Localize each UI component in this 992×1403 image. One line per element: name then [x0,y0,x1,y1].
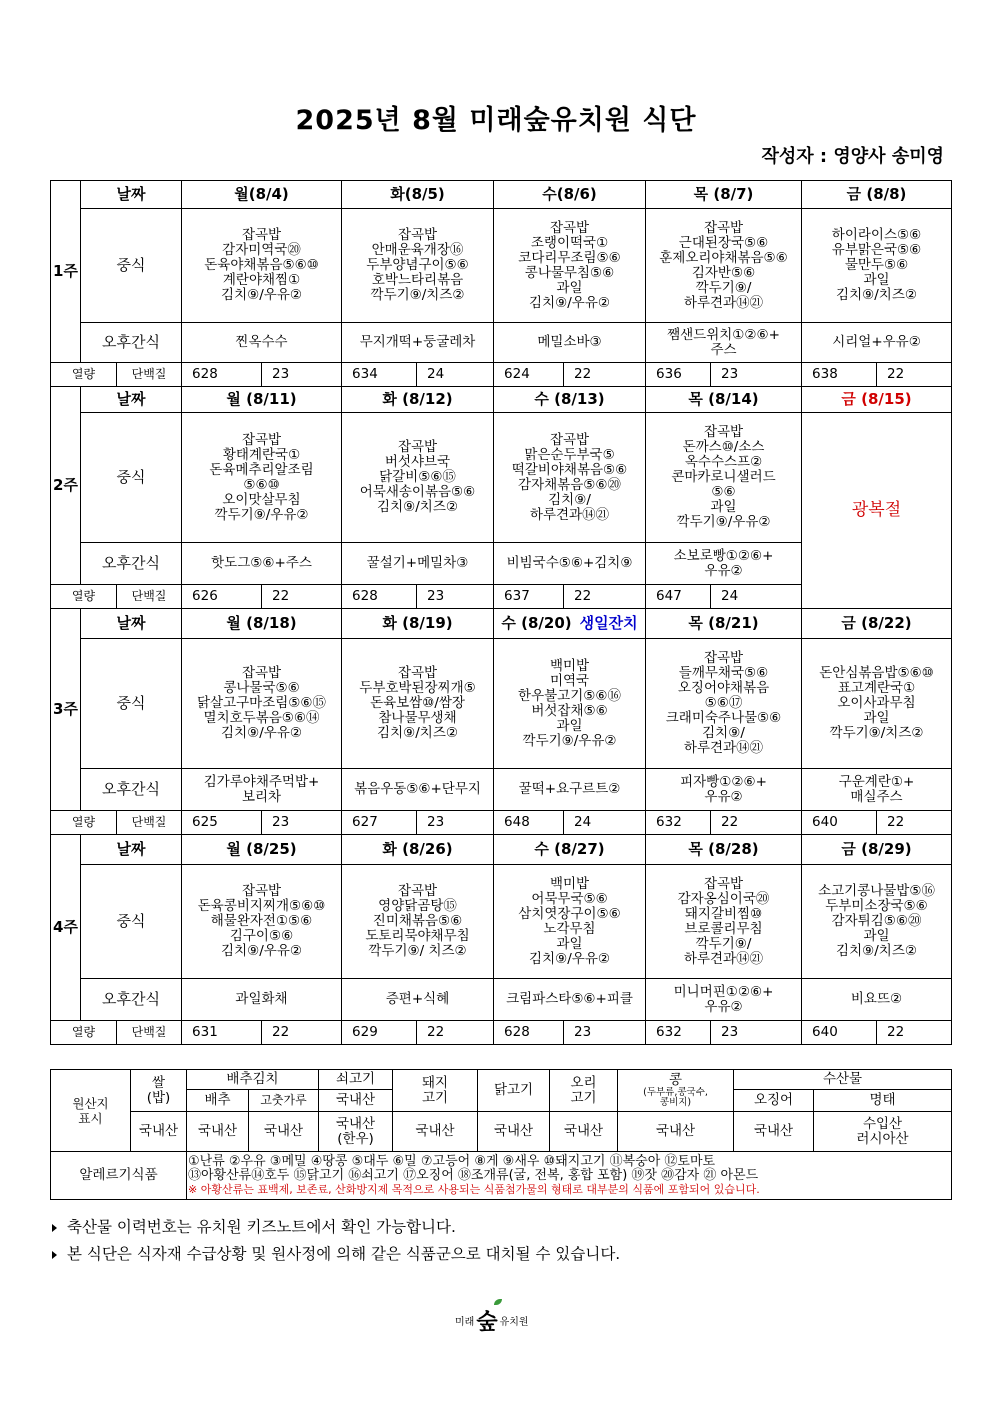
origin-cabbage-header: 배추 [187,1090,249,1112]
date-label: 날짜 [81,609,182,639]
snack-label: 오후간식 [81,543,182,585]
day-header [646,609,802,639]
snack-menu: 비빔국수⑤⑥+김치⑨ [494,543,646,585]
menu-table [50,180,952,1045]
page-title: 2025년 8월 미래숲유치원 식단 [295,105,697,136]
snack-menu: 볶음우동⑤⑥+단무지 [342,769,494,811]
protein-value: 23 [711,363,802,387]
snack-menu: 시리얼+우유② [802,323,952,363]
lunch-menu: 잡곡밥 돈까스⑩/소스 옥수수스프② 콘마카로니샐러드 ⑤⑥ 과일 깍두기⑨/우유② [646,413,802,543]
nutrition-row [51,1021,952,1045]
allergy-label: 알레르기식품 [51,1152,187,1200]
calories-value: 629 [342,1021,417,1045]
day-header [802,835,952,865]
calories-value: 628 [342,585,417,609]
lunch-label: 중식 [81,865,182,979]
snack-menu: 무지개떡+둥굴레차 [342,323,494,363]
week-header-row [51,835,952,865]
calories-label: 열량 [51,811,117,835]
day-label: 수 (8/13) [534,390,605,408]
notes [52,1214,620,1268]
lunch-row [51,413,952,543]
protein-value: 22 [417,1021,494,1045]
day-label: 수(8/6) [542,185,597,203]
day-label: 금 (8/8) [846,185,907,203]
snack-menu: 비요뜨② [802,979,952,1021]
protein-value: 23 [564,1021,646,1045]
note-item [52,1241,620,1268]
day-label: 금 (8/15) [841,390,912,408]
snack-menu: 메밀소바③ [494,323,646,363]
origin-soy-note: (두부류,콩국수, 콩비지) [643,1087,708,1108]
allergy-note: ※ 아황산류는 표백제, 보존료, 산화방지제 목적으로 사용되는 식품첨가물의 형태로 대부분의 식품에 포함되어 있습니다. [188,1182,760,1196]
lunch-label: 중식 [81,639,182,769]
protein-value: 23 [417,585,494,609]
logo-right-text: 유치원 [499,1317,529,1328]
origin-squid-value: 국내산 [734,1112,814,1152]
origin-cabbage-value: 국내산 [187,1112,249,1152]
calories-label: 열량 [51,585,117,609]
protein-label: 단백질 [117,1021,182,1045]
day-label: 월 (8/11) [226,390,297,408]
calories-label: 열량 [51,1021,117,1045]
protein-value: 22 [262,1021,342,1045]
calories-value: 647 [646,585,711,609]
lunch-menu: 하이라이스⑤⑥ 유부맑은국⑤⑥ 물만두⑤⑥ 과일 김치⑨/치즈② [802,209,952,323]
day-label: 월 (8/25) [226,840,297,858]
lunch-menu: 잡곡밥 안매운육개장⑯ 두부양념구이⑤⑥ 호박느타리볶음 깍두기⑨/치즈② [342,209,494,323]
origin-pepper-value: 국내산 [249,1112,319,1152]
lunch-row [51,865,952,979]
protein-value: 22 [877,811,952,835]
lunch-menu: 잡곡밥 근대된장국⑤⑥ 훈제오리야채볶음⑤⑥ 김자반⑤⑥ 깍두기⑨/ 하루견과⑭㉑ [646,209,802,323]
origin-rice-header: 쌀 (밥) [131,1070,187,1112]
day-label: 목 (8/14) [688,390,759,408]
day-label: 금 (8/22) [841,614,912,632]
date-label: 날짜 [81,181,182,209]
day-label: 금 (8/29) [841,840,912,858]
protein-value: 22 [711,811,802,835]
week-label: 1주 [51,181,81,363]
nutrition-row [51,363,952,387]
lunch-menu: 잡곡밥 조랭이떡국① 코다리무조림⑤⑥ 콩나물무침⑤⑥ 과일 김치⑨/우유② [494,209,646,323]
origin-table [50,1069,952,1200]
origin-seafood-header: 수산물 [734,1070,952,1090]
day-label: 화 (8/19) [382,614,453,632]
allergy-list [187,1152,952,1200]
calories-value: 637 [494,585,564,609]
lunch-menu: 백미밥 어묵무국⑤⑥ 삼치엿장구이⑤⑥ 노각무침 과일 김치⑨/우유② [494,865,646,979]
day-header [342,835,494,865]
snack-row [51,769,952,811]
day-header [802,387,952,413]
calories-value: 648 [494,811,564,835]
snack-row [51,979,952,1021]
lunch-menu: 백미밥 미역국 한우불고기⑤⑥⑯ 버섯잡채⑤⑥ 과일 깍두기⑨/우유② [494,639,646,769]
lunch-menu: 잡곡밥 콩나물국⑤⑥ 닭살고구마조림⑤⑥⑮ 멸치호두볶음⑤⑥⑭ 김치⑨/우유② [182,639,342,769]
calories-value: 631 [182,1021,262,1045]
calories-value: 627 [342,811,417,835]
logo-mark-text: 숲 [476,1310,498,1335]
day-header [646,387,802,413]
protein-value: 22 [564,585,646,609]
calories-value: 640 [802,1021,877,1045]
protein-label: 단백질 [117,811,182,835]
origin-kimchi-header: 배추김치 [187,1070,319,1090]
leaf-icon [494,1299,502,1305]
calories-value: 624 [494,363,564,387]
lunch-menu: 잡곡밥 황태계란국① 돈육메추리알조림 ⑤⑥⑩ 오이맛살무침 깍두기⑨/우유② [182,413,342,543]
calories-value: 628 [494,1021,564,1045]
origin-pollock-header: 명태 [814,1090,952,1112]
origin-soy-header [618,1070,734,1112]
day-header [182,181,342,209]
week-label: 4주 [51,835,81,1021]
origin-rice-value: 국내산 [131,1112,187,1152]
day-header [494,609,646,639]
snack-row [51,323,952,363]
protein-value: 23 [262,811,342,835]
calories-value: 634 [342,363,417,387]
calories-value: 636 [646,363,711,387]
day-label: 목 (8/28) [688,840,759,858]
origin-duck-value: 국내산 [550,1112,618,1152]
calories-value: 625 [182,811,262,835]
protein-value: 24 [417,363,494,387]
origin-chicken-value: 국내산 [478,1112,550,1152]
day-label: 목 (8/21) [688,614,759,632]
protein-value: 24 [564,811,646,835]
day-header [342,181,494,209]
day-header [494,835,646,865]
note-text: 축산물 이력번호는 유치원 키즈노트에서 확인 가능합니다. [67,1218,456,1236]
calories-value: 626 [182,585,262,609]
lunch-menu: 잡곡밥 맑은순두부국⑤ 떡갈비야채볶음⑤⑥ 감자채볶음⑤⑥⑳ 김치⑨/ 하루견과⑭㉑ [494,413,646,543]
snack-menu: 꿀설기+메밀차③ [342,543,494,585]
day-header [182,609,342,639]
origin-pollock-value: 수입산 러시아산 [814,1112,952,1152]
week-label: 3주 [51,609,81,811]
date-label: 날짜 [81,387,182,413]
origin-soy-value: 국내산 [618,1112,734,1152]
day-label: 수 (8/20) [501,614,572,632]
day-label: 화 (8/26) [382,840,453,858]
protein-value: 23 [417,811,494,835]
bullet-triangle-icon [52,1251,57,1259]
snack-menu: 증편+식혜 [342,979,494,1021]
lunch-menu: 잡곡밥 두부호박된장찌개⑤ 돈육보쌈⑩/쌈장 참나물무생채 김치⑨/치즈② [342,639,494,769]
snack-menu: 피자빵①②⑥+ 우유② [646,769,802,811]
protein-value: 22 [877,363,952,387]
origin-soy-label: 콩 [668,1072,683,1088]
week-header-row [51,609,952,639]
lunch-menu: 잡곡밥 감자옹심이국⑳ 돼지갈비찜⑩ 브로콜리무침 깍두기⑨/ 하루견과⑭㉑ [646,865,802,979]
day-label: 월 (8/18) [226,614,297,632]
note-text: 본 식단은 식자재 수급상황 및 원사정에 의해 같은 식품군으로 대치될 수 있습니다. [67,1245,621,1263]
protein-value: 24 [711,585,802,609]
allergy-line-1: ①난류 ②우유 ③메밀 ④땅콩 ⑤대두 ⑥밀 ⑦고등어 ⑧게 ⑨새우 ⑩돼지고기 ⑪복숭아 ⑫토마토 [188,1153,716,1169]
day-header [802,609,952,639]
logo-mark [476,1305,497,1336]
protein-value: 22 [877,1021,952,1045]
author: 작성자 : 영양사 송미영 [761,146,944,167]
snack-menu: 소보로빵①②⑥+ 우유② [646,543,802,585]
day-label: 목 (8/7) [693,185,754,203]
origin-beef-value: 국내산 (한우) [319,1112,393,1152]
protein-label: 단백질 [117,585,182,609]
day-label: 화(8/5) [390,185,445,203]
lunch-label: 중식 [81,413,182,543]
lunch-menu: 잡곡밥 들깨무채국⑤⑥ 오징어야채볶음 ⑤⑥⑰ 크래미숙주나물⑤⑥ 김치⑨/ 하루견과⑭㉑ [646,639,802,769]
calories-value: 632 [646,1021,711,1045]
day-header [494,181,646,209]
week-header-row [51,181,952,209]
snack-menu: 크림파스타⑤⑥+피클 [494,979,646,1021]
lunch-menu: 잡곡밥 영양닭곰탕⑮ 진미채볶음⑤⑥ 도토리묵야채무침 깍두기⑨/ 치즈② [342,865,494,979]
date-label: 날짜 [81,835,182,865]
protein-value: 23 [262,363,342,387]
lunch-menu: 잡곡밥 돈육콩비지찌개⑤⑥⑩ 해물완자전①⑤⑥ 김구이⑤⑥ 김치⑨/우유② [182,865,342,979]
origin-pork-value: 국내산 [393,1112,478,1152]
kindergarten-logo [455,1305,529,1336]
lunch-row [51,639,952,769]
origin-chicken-header: 닭고기 [478,1070,550,1112]
protein-value: 22 [564,363,646,387]
snack-menu: 구운계란①+ 매실주스 [802,769,952,811]
note-item [52,1214,620,1241]
day-header [802,181,952,209]
origin-beef-header: 쇠고기 [319,1070,393,1090]
protein-label: 단백질 [117,363,182,387]
day-header [646,835,802,865]
lunch-row [51,209,952,323]
bullet-triangle-icon [52,1224,57,1232]
day-header [182,387,342,413]
origin-duck-header: 오리 고기 [550,1070,618,1112]
nutrition-row [51,811,952,835]
lunch-menu: 돈안심볶음밥⑤⑥⑩ 표고계란국① 오이사과무침 과일 깍두기⑨/치즈② [802,639,952,769]
calories-value: 640 [802,811,877,835]
origin-label: 원산지 표시 [51,1070,131,1152]
lunch-menu: 소고기콩나물밥⑤⑯ 두부미소장국⑤⑥ 감자튀김⑤⑥⑳ 과일 김치⑨/치즈② [802,865,952,979]
event-label: 생일잔치 [579,614,638,632]
week-label: 2주 [51,387,81,585]
snack-label: 오후간식 [81,769,182,811]
origin-squid-header: 오징어 [734,1090,814,1112]
lunch-label: 중식 [81,209,182,323]
snack-menu: 미니머핀①②⑥+ 우유② [646,979,802,1021]
origin-pepper-header: 고춧가루 [249,1090,319,1112]
calories-value: 628 [182,363,262,387]
calories-value: 638 [802,363,877,387]
allergy-line-2: ⑬아황산류⑭호두 ⑮닭고기 ⑯쇠고기 ⑰오징어 ⑱조개류(굴, 전복, 홍합 포함) ⑲잣 ⑳감자 ㉑ 아몬드 [188,1167,759,1183]
day-label: 월(8/4) [234,185,289,203]
calories-label: 열량 [51,363,117,387]
week-header-row [51,387,952,413]
day-header [342,387,494,413]
lunch-menu: 잡곡밥 감자미역국⑳ 돈육야채볶음⑤⑥⑩ 계란야채찜① 김치⑨/우유② [182,209,342,323]
protein-value: 22 [262,585,342,609]
snack-menu: 찐옥수수 [182,323,342,363]
holiday-label: 광복절 [802,413,952,609]
day-label: 화 (8/12) [382,390,453,408]
logo-left-text: 미래 [455,1317,475,1328]
origin-beef-sub: 국내산 [319,1090,393,1112]
day-header [646,181,802,209]
snack-menu: 핫도그⑤⑥+주스 [182,543,342,585]
day-label: 수 (8/27) [534,840,605,858]
snack-menu: 꿀떡+요구르트② [494,769,646,811]
protein-value: 23 [711,1021,802,1045]
snack-label: 오후간식 [81,979,182,1021]
day-header [182,835,342,865]
snack-menu: 김가루야채주먹밥+ 보리차 [182,769,342,811]
day-header [494,387,646,413]
calories-value: 632 [646,811,711,835]
lunch-menu: 잡곡밥 버섯샤브국 닭갈비⑤⑥⑮ 어묵새송이볶음⑤⑥ 김치⑨/치즈② [342,413,494,543]
snack-menu: 쨈샌드위치①②⑥+ 주스 [646,323,802,363]
origin-pork-header: 돼지 고기 [393,1070,478,1112]
snack-label: 오후간식 [81,323,182,363]
snack-menu: 과일화채 [182,979,342,1021]
day-header [342,609,494,639]
